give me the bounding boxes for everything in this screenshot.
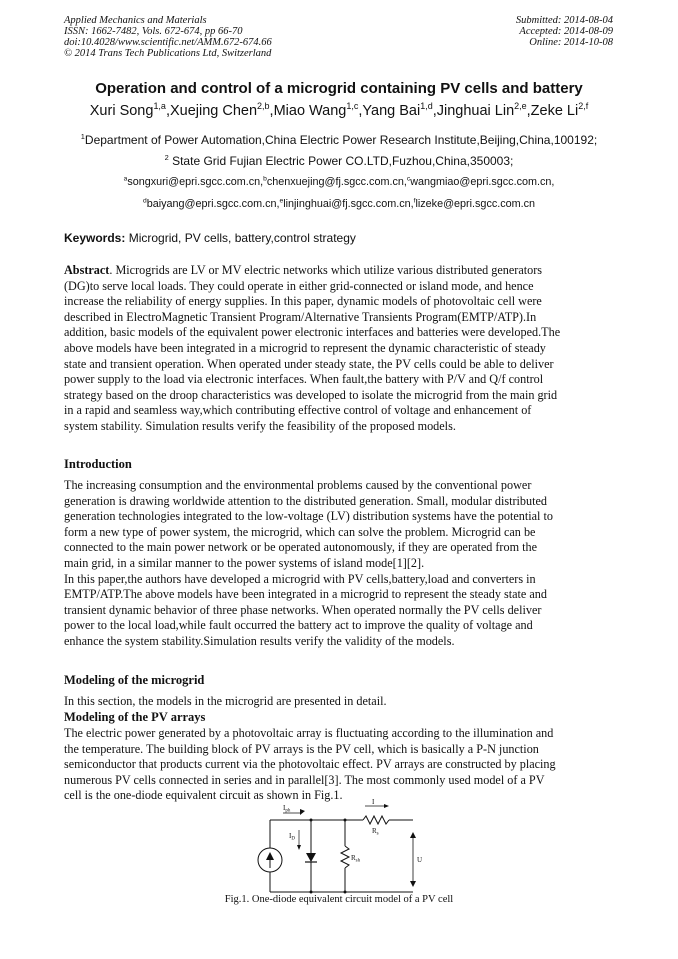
affiliation-2: $^2$ State Grid Fujian Electric Power CO.LTD,Fuzhou,China,350003; bbox=[164, 153, 514, 168]
label-rs: $R_s$ bbox=[372, 827, 379, 837]
accepted-date: Accepted: 2014-08-09 bbox=[519, 26, 613, 37]
label-id: $I_D$ bbox=[289, 832, 295, 842]
author: Jinghuai Lin bbox=[436, 103, 515, 119]
series-resistor bbox=[363, 816, 389, 824]
copyright-line: © 2014 Trans Tech Publications Ltd, Switzerland bbox=[64, 48, 272, 59]
source-arrow-icon bbox=[266, 852, 274, 860]
abstract: Abstract. Microgrids are LV or MV electric networks which utilize various distributed generators (DG)to serve local loads. They could operate in either grid-connected or island mode, and hence increase the reliability of energy supplies. In this paper, dynamic models of photovoltaic cell were described in ElectroMagnetic Transient Program/Alternative Transients Program(EMTP/ATP).In addition, basic models of the equivalent power electronic interfaces and batteries were developed.The above models have been integrated in a microgrid to represent the dynamic characteristic of steady state and transient operation. When operated under steady state, the PV cells could be able to deliver power supply to the load via electronic interfaces. When fault,the battery with P/V and Q/f control strategy based on the droop characteristics was developed to isolate the microgrid from the main grid in a rapid and seamless way,which contributing effective control of voltage and enhancement of system stability. Simulation results verify the feasibility of the proposed models. bbox=[64, 263, 561, 433]
pv-arrays-body: The electric power generated by a photovoltaic array is fluctuating according to the illumination and the temperature. The building block of PV arrays is the PV cell, which is basically a P-N junction semiconductor that products current via the photovoltaic effect. PV arrays are constructed by placing numerous PV cells connected in series and in parallel[3]. The most commonly used model of a PV cell is the one-diode equivalent circuit as shown in Fig.1. bbox=[64, 726, 556, 803]
email-line-1: $^a$songxuri@epri.sgcc.com.cn,$^b$chenxuejing@fj.sgcc.com.cn,$^c$wangmiao@epri.sgcc.com.cn, bbox=[123, 175, 555, 188]
label-iph: $I_{ph}$ bbox=[283, 804, 291, 814]
arrow-icon bbox=[300, 809, 305, 815]
label-i: I bbox=[372, 798, 375, 806]
figure-caption: Fig.1. One-diode equivalent circuit model of a PV cell bbox=[224, 894, 454, 905]
author: Miao Wang bbox=[273, 103, 347, 119]
arrow-icon bbox=[384, 804, 389, 808]
modeling-intro: In this section, the models in the microgrid are presented in detail. bbox=[64, 694, 387, 708]
diode-icon bbox=[306, 853, 316, 862]
author: Yang Bai bbox=[362, 103, 421, 119]
modeling-heading: Modeling of the microgrid bbox=[64, 673, 205, 687]
journal-name: Applied Mechanics and Materials bbox=[64, 15, 207, 26]
pv-arrays-subheading: Modeling of the PV arrays bbox=[64, 710, 206, 724]
author-list: Xuri Song$^{1,a}$,Xuejing Chen$^{2,b}$,Miao Wang$^{1,c}$,Yang Bai$^{1,d}$,Jinghuai Lin$^{2,e}$,Zeke Li$^{2,f}$ bbox=[89, 101, 589, 119]
abstract-label: Abstract bbox=[64, 263, 110, 277]
label-u: U bbox=[417, 856, 423, 864]
keywords-text: Microgrid, PV cells, battery,control strategy bbox=[128, 231, 356, 245]
journal-header-right bbox=[516, 15, 613, 48]
email-line-2: $^d$baiyang@epri.sgcc.com.cn,$^e$linjinghuai@fj.sgcc.com.cn,$^f$lizeke@epri.sgcc.com.cn bbox=[142, 197, 536, 210]
circuit-diagram bbox=[245, 798, 435, 894]
doi-line: doi:10.4028/www.scientific.net/AMM.672-674.66 bbox=[64, 37, 272, 48]
arrow-icon bbox=[410, 832, 416, 838]
online-date: Online: 2014-10-08 bbox=[529, 37, 613, 48]
shunt-resistor bbox=[341, 846, 349, 868]
arrow-icon bbox=[410, 881, 416, 887]
submitted-date: Submitted: 2014-08-04 bbox=[515, 15, 613, 26]
author: Zeke Li bbox=[530, 103, 579, 119]
keywords-label: Keywords: bbox=[64, 231, 126, 245]
issn-line: ISSN: 1662-7482, Vols. 672-674, pp 66-70 bbox=[64, 26, 243, 37]
introduction-heading: Introduction bbox=[64, 457, 132, 471]
paper-title: Operation and control of a microgrid containing PV cells and battery bbox=[95, 80, 583, 97]
introduction-body: The increasing consumption and the environmental problems caused by the conventional power generation is drawing worldwide attention to the distributed generation. Small, modular distributed generation technologies integrated to the low-voltage (LV) distribution systems have the potential to form a new type of power system, the microgrid, which can solve the problem. Microgrid can be connected to the main power network or be operated autonomously, if they are operated from the main grid, in a similar manner to the power systems of island mode[1][2]. In this paper,the authors have developed a microgrid with PV cells,battery,load and converters in EMTP/ATP.The above models have been integrated in a microgrid to represent the steady state and transient dynamic behavior of three phase networks. When operated normally the PV cells deliver power to the local load,while fault occurred the battery act to improve the quality of voltage and enhance the system stability.Simulation results verify the validity of the models. bbox=[64, 478, 553, 648]
author: Xuejing Chen bbox=[169, 103, 258, 119]
arrow-icon bbox=[297, 845, 301, 850]
author: Xuri Song bbox=[89, 103, 154, 119]
affiliation-1: $^1$Department of Power Automation,China Electric Power Research Institute,Beijing,China,100192; bbox=[80, 132, 598, 147]
keywords bbox=[64, 231, 356, 245]
journal-header-left bbox=[64, 15, 272, 59]
label-rsh: $R_{sh}$ bbox=[351, 854, 361, 864]
